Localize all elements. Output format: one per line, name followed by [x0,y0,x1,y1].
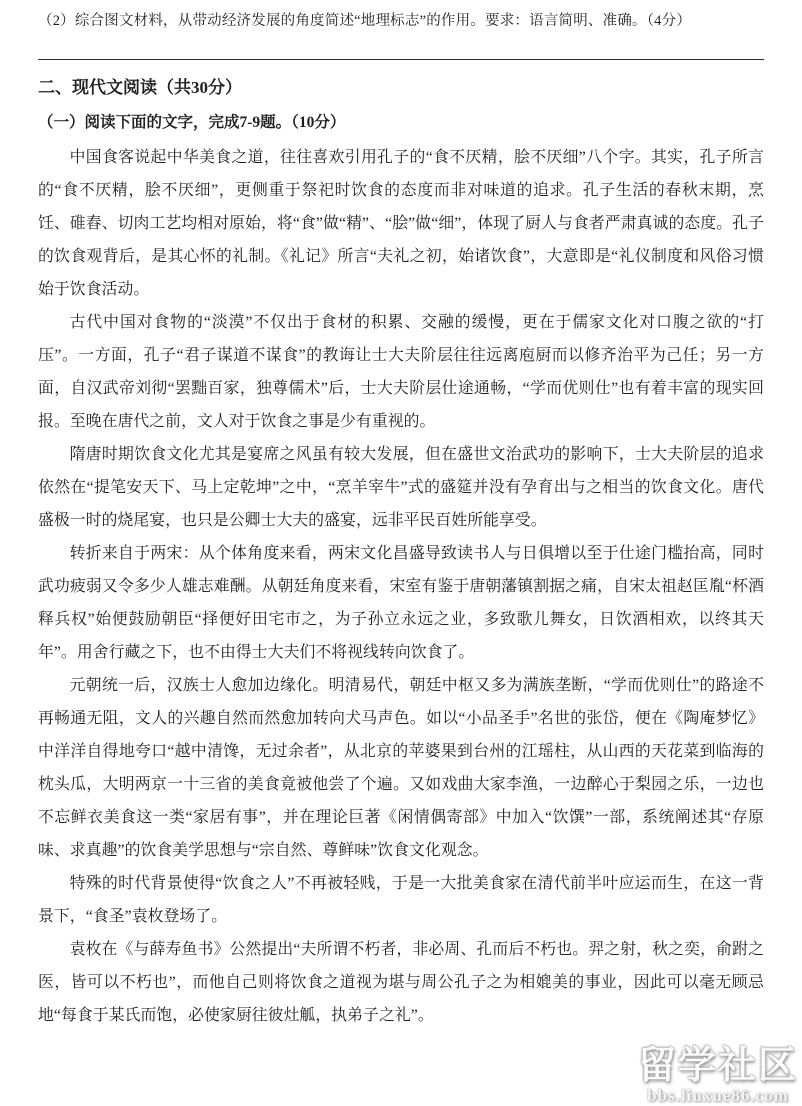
subsection-heading: （一）阅读下面的文字，完成7-9题。（10分） [38,114,346,131]
watermark-site-url: bbs.liuxue86.com [647,1086,789,1105]
answer-blank-line [38,58,764,60]
watermark-site-name: 留学社区 [637,1045,798,1087]
passage-paragraph-7: 袁枚在《与薛寿鱼书》公然提出“夫所谓不朽者，非必周、孔而后不朽也。羿之射，秋之奕，俞跗之医，皆可以不朽也”，而他自己则将饮食之道视为堪与周公孔子之为相媲美的事业，因此可以毫无顾忌地“每食于某氏而饱，必使家厨往彼灶觚，执弟子之礼”。 [38,941,764,1024]
passage-paragraph-2: 古代中国对食物的“淡漠”不仅出于食材的积累、交融的缓慢，更在于儒家文化对口腹之欲的“打压”。一方面，孔子“君子谋道不谋食”的教诲让士大夫阶层往往远离庖厨而以修齐治平为己任；另一方面，自汉武帝刘彻“罢黜百家，独尊儒术”后，士大夫阶层仕途通畅，“学而优则仕”也有着丰富的现实回报。至晚在唐代之前，文人对于饮食之事是少有重视的。 [38,314,764,430]
section-heading: 二、现代文阅读（共30分） [38,78,242,97]
passage-paragraph-1: 中国食客说起中华美食之道，往往喜欢引用孔子的“食不厌精，脍不厌细”八个字。其实，孔子所言的“食不厌精，脍不厌细”，更侧重于祭祀时饮食的态度而非对味道的追求。孔子生活的春秋末期，烹饪、碓舂、切肉工艺均相对原始，将“食”做“精”、“脍”做“细”，体现了厨人与食者严肃真诚的态度。孔子的饮食观背后，是其心怀的礼制。《礼记》所言“夫礼之初，始诸饮食”，大意即是“礼仪制度和风俗习惯始于饮食活动。 [38,149,764,298]
question-prompt: （2）综合图文材料，从带动经济发展的角度简述“地理标志”的作用。要求：语言简明、准确。（4分） [38,13,692,29]
passage-paragraph-5: 元朝统一后，汉族士人愈加边缘化。明清易代，朝廷中枢又多为满族垄断，“学而优则仕”的路途不再畅通无阻，文人的兴趣自然而然愈加转向犬马声色。如以“小品圣手”名世的张岱，便在《陶庵梦忆》中洋洋自得地夸口“越中清馋，无过余者”，从北京的苹婆果到台州的江瑶柱，从山西的天花菜到临海的枕头瓜，大明两京一十三省的美食竟被他尝了个遍。又如戏曲大家李渔，一边醉心于梨园之乐，一边也不忘鲜衣美食这一类“家居有事”，并在理论巨著《闲情偶寄部》中加入“饮馔”一部，系统阐述其“存原味、求真趣”的饮食美学思想与“宗自然、尊鲜味”饮食文化观念。 [38,677,764,859]
reading-passage [38,141,764,1032]
passage-paragraph-6: 特殊的时代背景使得“饮食之人”不再被轻贱，于是一大批美食家在清代前半叶应运而生，在这一背景下，“食圣”袁枚登场了。 [38,875,764,925]
passage-paragraph-4: 转折来自于两宋：从个体角度来看，两宋文化昌盛导致读书人与日俱增以至于仕途门槛抬高，同时武功疲弱又令多少人雄志难酬。从朝廷角度来看，宋室有鉴于唐朝藩镇割据之痛，自宋太祖赵匡胤“杯酒释兵权”始便鼓励朝臣“择便好田宅市之，为子孙立永远之业，多致歌儿舞女，日饮酒相欢，以终其天年”。用舍行藏之下，也不由得士大夫们不将视线转向饮食了。 [38,545,764,661]
site-watermark [638,1047,798,1104]
passage-paragraph-3: 隋唐时期饮食文化尤其是宴席之风虽有较大发展，但在盛世文治武功的影响下，士大夫阶层的追求依然在“提笔安天下、马上定乾坤”之中，“烹羊宰牛”式的盛筵并没有孕育出与之相当的饮食文化。唐代盛极一时的烧尾宴，也只是公卿士大夫的盛宴，远非平民百姓所能享受。 [38,446,764,529]
